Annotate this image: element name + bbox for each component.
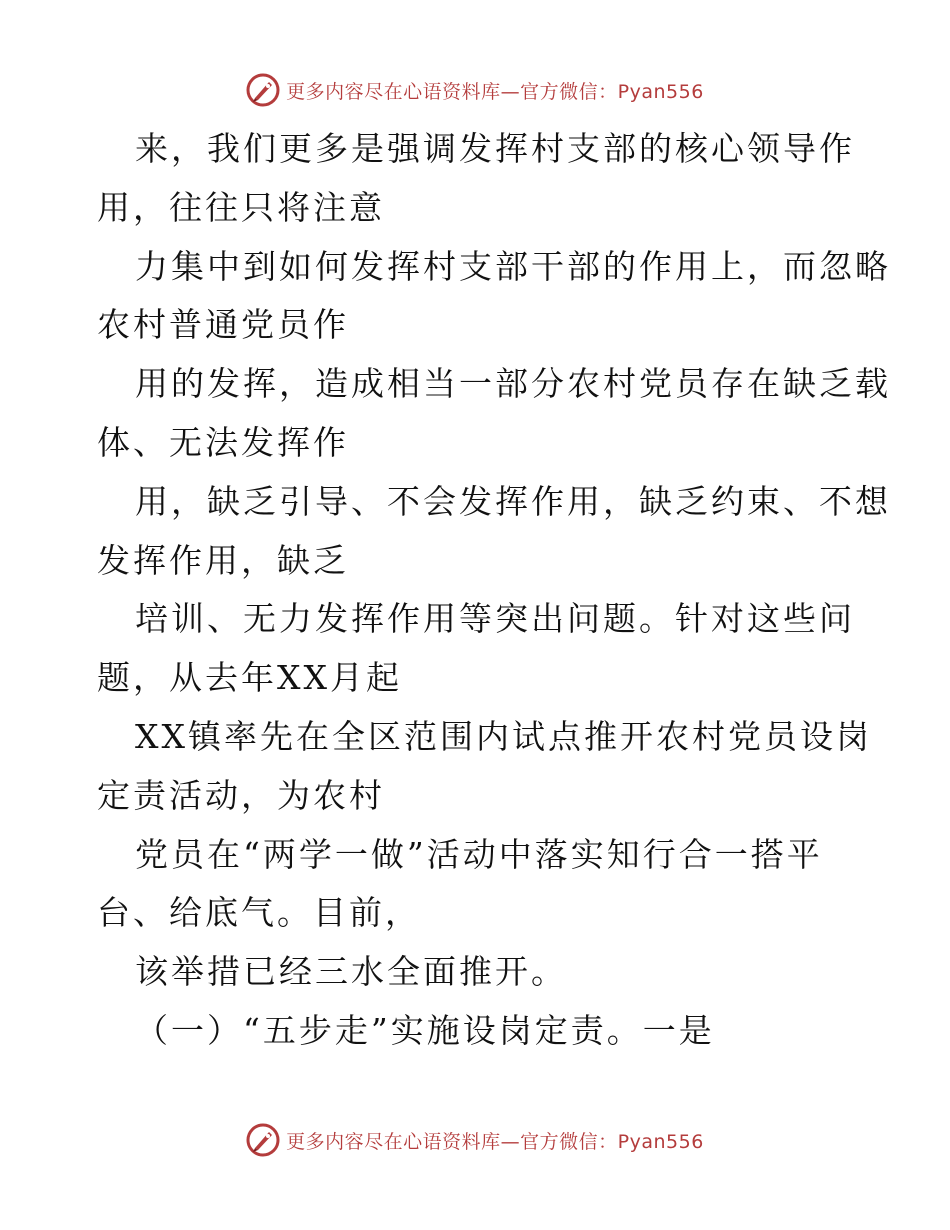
text-line: 用，缺乏引导、不会发挥作用，缺乏约束、不想 [135, 481, 891, 521]
text-line: 用的发挥，造成相当一部分农村党员存在缺乏载 [135, 364, 891, 404]
header-banner-text: 更多内容尽在心语资料库—官方微信：Pyan556 [286, 80, 704, 103]
footer-banner-text: 更多内容尽在心语资料库—官方微信：Pyan556 [286, 1130, 704, 1153]
text-line: 培训、无力发挥作用等突出问题。针对这些问 [135, 599, 855, 639]
header-banner-content [246, 73, 704, 107]
footer-banner [0, 1120, 950, 1160]
text-line: 台、给底气。目前， [97, 893, 421, 933]
header-banner [0, 70, 950, 110]
footer-banner-content [246, 1123, 704, 1157]
text-line: 力集中到如何发挥村支部干部的作用上，而忽略 [135, 246, 891, 286]
text-line: 该举措已经三水全面推开。 [135, 952, 567, 992]
text-line: （一）“五步走”实施设岗定责。一是 [135, 1010, 715, 1050]
text-line: 用，往往只将注意 [97, 187, 385, 227]
text-line: 题，从去年XX月起 [97, 658, 402, 698]
text-line: 来，我们更多是强调发挥村支部的核心领导作 [135, 129, 855, 168]
text-line: XX镇率先在全区范围内试点推开农村党员设岗 [135, 716, 872, 756]
text-line: 定责活动，为农村 [97, 775, 385, 815]
quill-pen-logo-icon [246, 1123, 280, 1157]
quill-pen-logo-icon [246, 73, 280, 107]
text-line: 农村普通党员作 [97, 305, 349, 345]
text-line: 党员在“两学一做”活动中落实知行合一搭平 [135, 834, 823, 874]
text-line: 发挥作用，缺乏 [97, 540, 349, 580]
document-body [97, 120, 891, 1061]
text-line: 体、无法发挥作 [97, 422, 349, 462]
